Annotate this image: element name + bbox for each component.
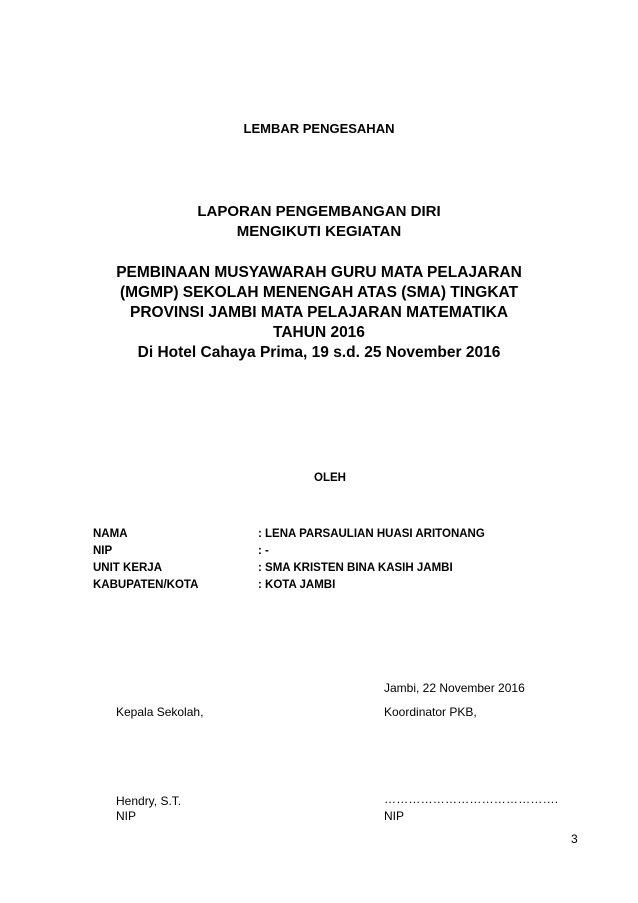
page-number: 3 <box>571 832 578 846</box>
coordinator-name-placeholder: ……………………………………. <box>384 792 559 806</box>
activity-line: PEMBINAAN MUSYAWARAH GURU MATA PELAJARAN <box>116 264 522 281</box>
activity-line: PROVINSI JAMBI MATA PELAJARAN MATEMATIKA <box>129 304 509 321</box>
by-label: OLEH <box>314 472 346 484</box>
identity-value-unit: : SMA KRISTEN BINA KASIH JAMBI <box>258 562 453 574</box>
coordinator-nip: NIP <box>384 809 405 823</box>
identity-value-name: : LENA PARSAULIAN HUASI ARITONANG <box>258 528 485 540</box>
principal-title: Kepala Sekolah, <box>116 705 204 719</box>
identity-label-unit: UNIT KERJA <box>93 562 163 574</box>
coordinator-title: Koordinator PKB, <box>384 705 477 719</box>
identity-value-city: : KOTA JAMBI <box>258 579 336 591</box>
activity-line: (MGMP) SEKOLAH MENENGAH ATAS (SMA) TINGKAT <box>119 284 519 301</box>
activity-location-date: Di Hotel Cahaya Prima, 19 s.d. 25 November 2016 <box>137 344 501 361</box>
report-title-line: MENGIKUTI KEGIATAN <box>236 223 402 240</box>
signature-place-date: Jambi, 22 November 2016 <box>384 681 525 695</box>
sheet-title: LEMBAR PENGESAHAN <box>243 121 395 136</box>
principal-nip: NIP <box>116 809 137 823</box>
identity-label-city: KABUPATEN/KOTA <box>93 579 199 591</box>
identity-value-nip: : - <box>258 545 269 557</box>
identity-label-nip: NIP <box>93 545 113 557</box>
activity-line: TAHUN 2016 <box>273 324 365 341</box>
report-title-line: LAPORAN PENGEMBANGAN DIRI <box>197 203 441 220</box>
identity-label-name: NAMA <box>93 528 128 540</box>
principal-name: Hendry, S.T. <box>116 794 182 808</box>
